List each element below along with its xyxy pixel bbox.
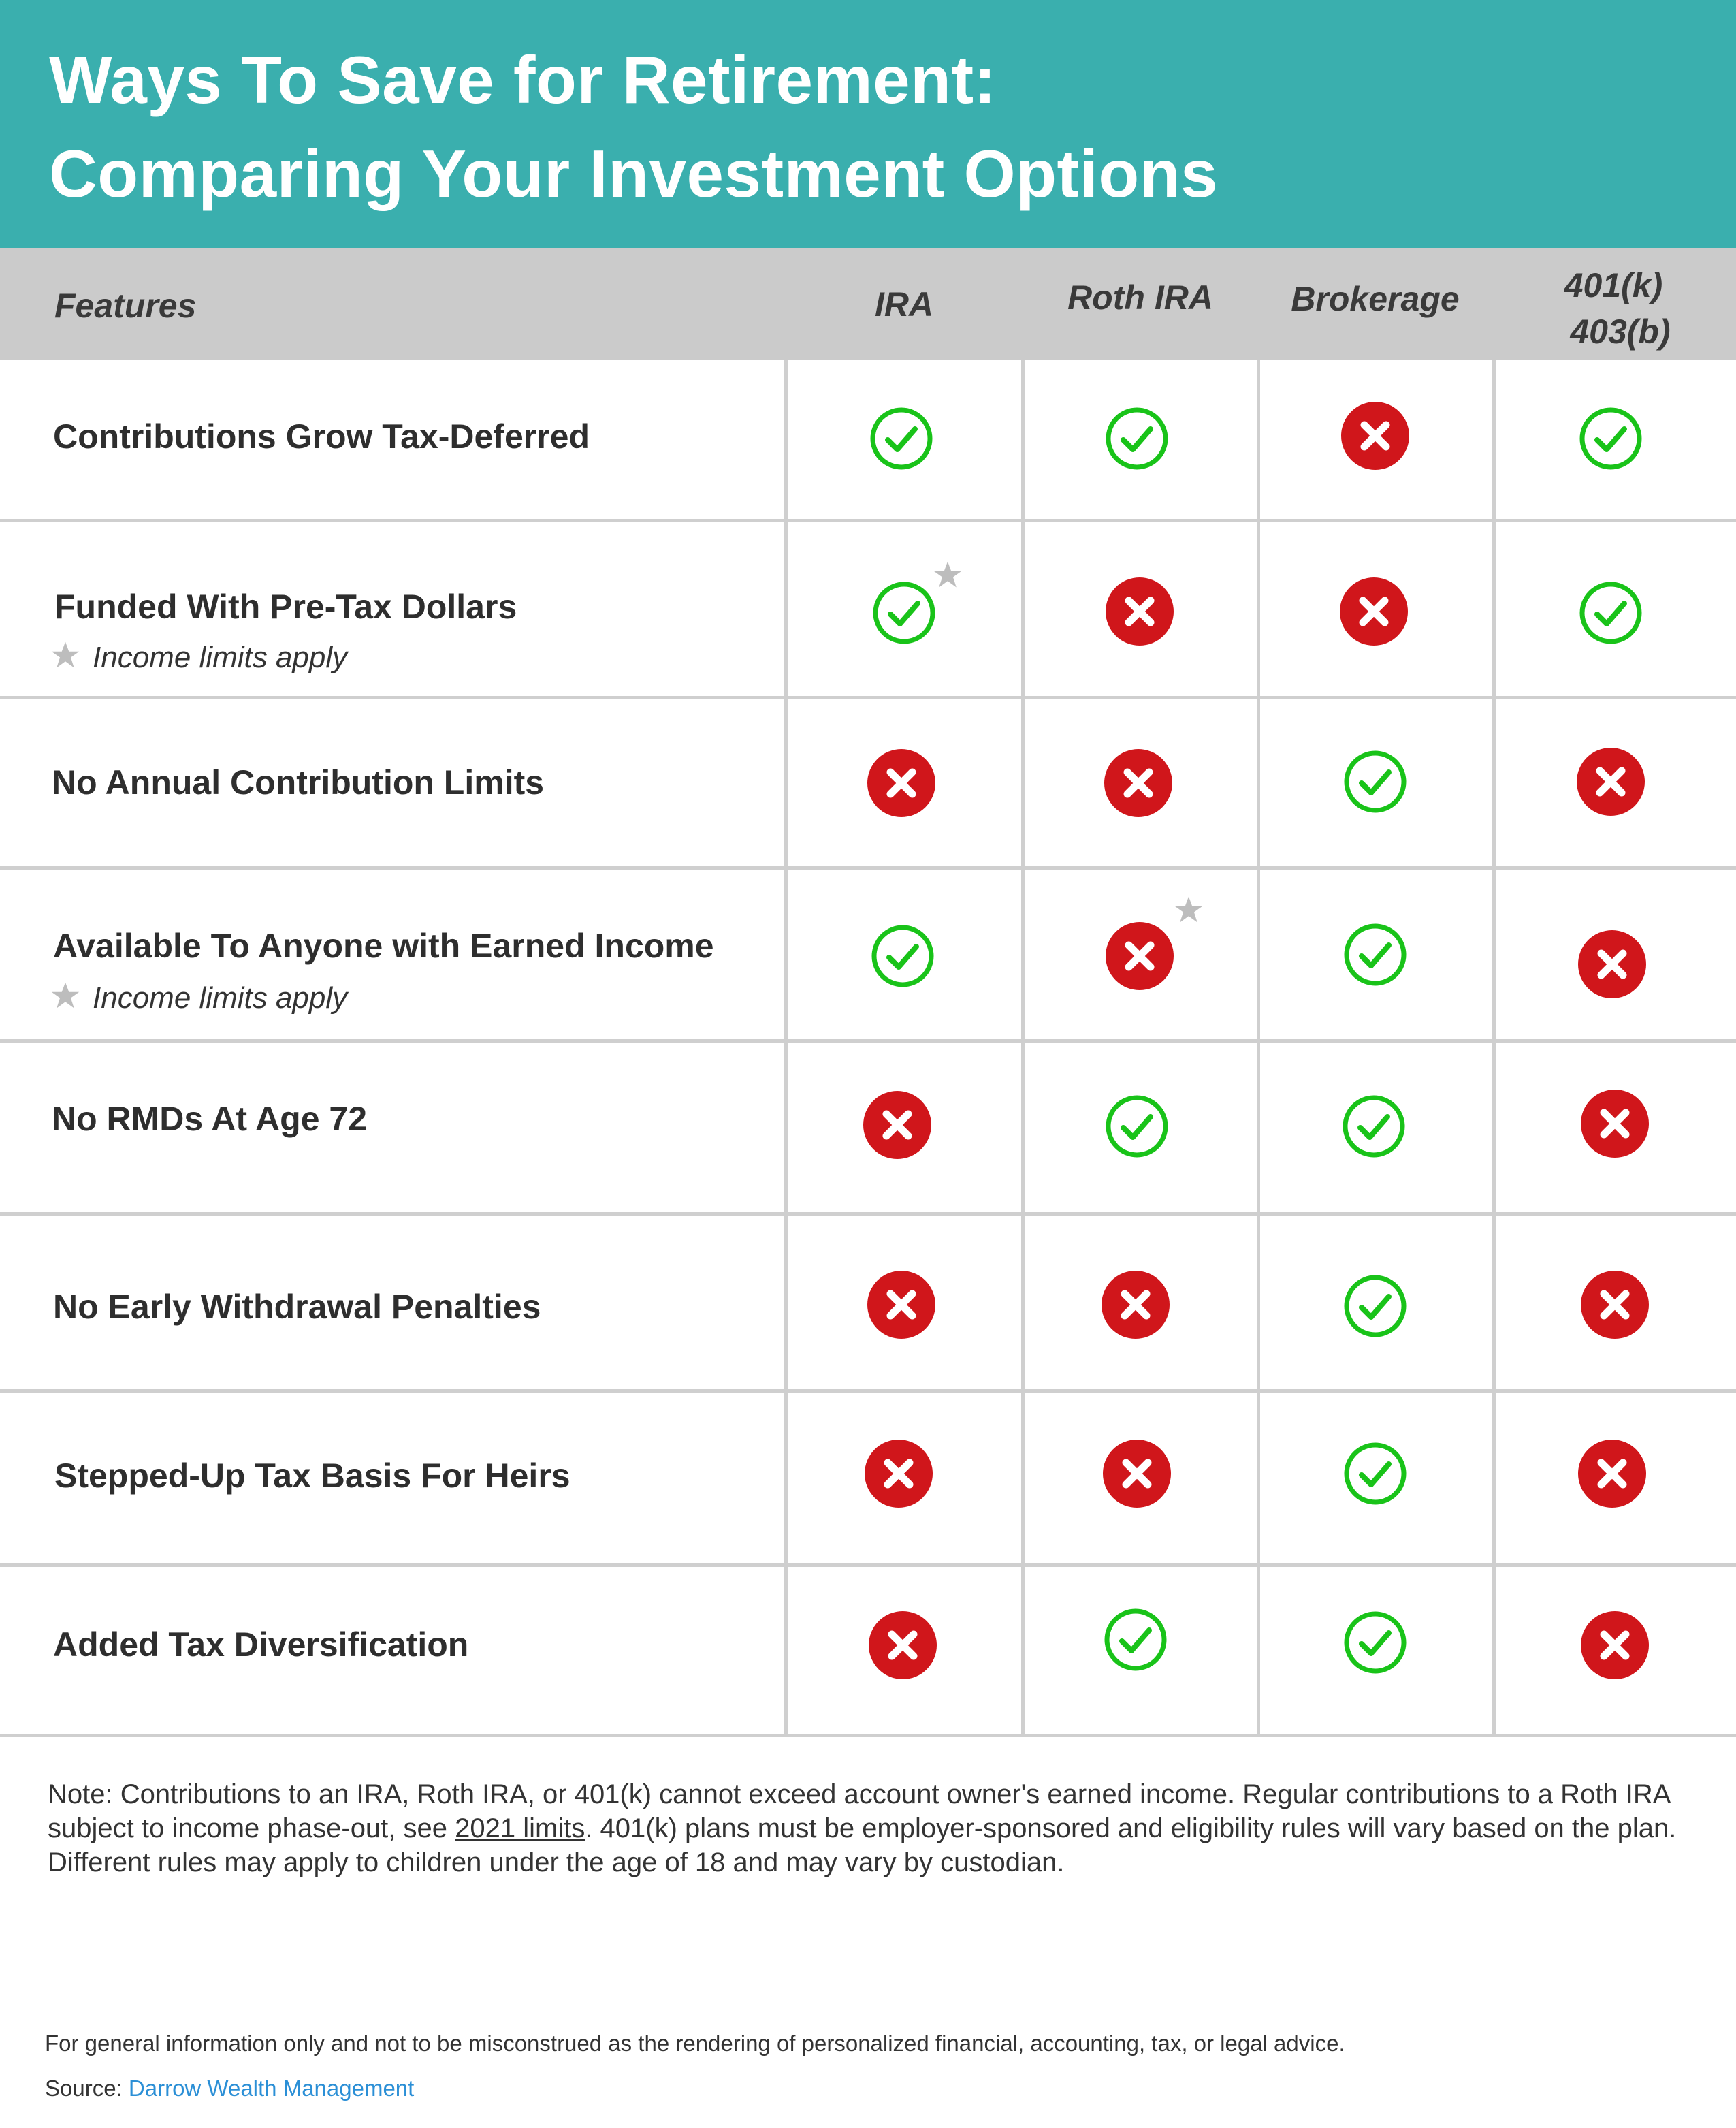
check-circle-icon <box>1341 1440 1409 1508</box>
column-header-roth-ira: Roth IRA <box>1067 279 1213 317</box>
x-circle-icon <box>867 1271 935 1339</box>
column-divider <box>784 360 788 1736</box>
column-divider <box>1257 360 1260 1736</box>
x-circle-icon <box>1341 402 1409 470</box>
table-header <box>0 248 1736 360</box>
footnote <box>48 1777 1695 1879</box>
feature-no-rmds-at-age-72: No RMDs At Age 72 <box>52 1100 368 1138</box>
row-divider <box>0 1734 1736 1737</box>
feature-funded-with-pre-tax-dollars: Funded With Pre-Tax Dollars <box>54 588 517 626</box>
x-circle-icon <box>865 1440 933 1508</box>
check-circle-icon <box>1341 1608 1409 1677</box>
check-circle-icon <box>1341 748 1409 816</box>
row-divider <box>0 1039 1736 1043</box>
source-line <box>45 2077 414 2099</box>
check-circle-icon <box>870 579 938 647</box>
column-divider <box>1021 360 1025 1736</box>
check-circle-icon <box>867 404 935 473</box>
x-circle-icon <box>1102 1271 1170 1339</box>
features-header: Features <box>54 287 197 325</box>
column-header-403b: 403(b) <box>1570 313 1671 351</box>
feature-available-to-anyone-with-earned-income: Available To Anyone with Earned Income <box>53 927 714 965</box>
title-line-2: Comparing Your Investment Options <box>49 136 1219 211</box>
2021-limits-link[interactable]: 2021 limits <box>455 1813 585 1843</box>
feature-no-early-withdrawal-penalties: No Early Withdrawal Penalties <box>53 1288 541 1326</box>
x-circle-icon <box>1577 748 1645 816</box>
check-circle-icon <box>1577 579 1645 647</box>
x-circle-icon <box>1106 922 1174 990</box>
x-circle-icon <box>1106 577 1174 646</box>
check-circle-icon <box>1341 1272 1409 1340</box>
source-label: Source: <box>45 2076 129 2101</box>
row-divider <box>0 519 1736 522</box>
footnote-text-2: . 401(k) plans must be employer-sponsored and eligibility rules will vary based on the plan. Different rules may apply to children under the age of 18 and may vary by custodian. <box>48 1813 1677 1877</box>
x-circle-icon <box>1578 930 1646 998</box>
feature-added-tax-diversification: Added Tax Diversification <box>53 1625 469 1664</box>
star-icon <box>1174 895 1204 925</box>
feature-stepped-up-tax-basis-for-heirs: Stepped-Up Tax Basis For Heirs <box>54 1457 570 1495</box>
x-circle-icon <box>1104 749 1172 817</box>
row-divider <box>0 1563 1736 1567</box>
x-circle-icon <box>867 749 935 817</box>
star-icon <box>50 981 80 1011</box>
feature-contributions-grow-tax-deferred: Contributions Grow Tax-Deferred <box>53 417 590 456</box>
row-divider <box>0 866 1736 870</box>
star-icon <box>933 560 963 590</box>
column-header-brokerage: Brokerage <box>1291 280 1460 318</box>
title-line-1: Ways To Save for Retirement: <box>49 42 997 117</box>
column-header-ira: IRA <box>874 285 934 323</box>
source-link[interactable]: Darrow Wealth Management <box>128 2076 415 2101</box>
x-circle-icon <box>863 1091 931 1159</box>
feature-no-annual-contribution-limits: No Annual Contribution Limits <box>52 763 545 801</box>
check-circle-icon <box>1102 1606 1170 1674</box>
x-circle-icon <box>1581 1611 1649 1679</box>
income-limits-note: Income limits apply <box>93 641 348 674</box>
check-circle-icon <box>1340 1092 1408 1160</box>
row-divider <box>0 1389 1736 1393</box>
check-circle-icon <box>1341 921 1409 989</box>
x-circle-icon <box>1578 1440 1646 1508</box>
disclaimer: For general information only and not to be misconstrued as the rendering of personalized financial, accounting, tax, or legal advice. <box>45 2031 1345 2056</box>
x-circle-icon <box>1340 577 1408 646</box>
check-circle-icon <box>1103 404 1171 473</box>
check-circle-icon <box>869 922 937 990</box>
x-circle-icon <box>869 1611 937 1679</box>
column-header-401k: 401(k) <box>1564 266 1663 304</box>
income-limits-note: Income limits apply <box>93 981 348 1015</box>
x-circle-icon <box>1103 1440 1171 1508</box>
x-circle-icon <box>1581 1090 1649 1158</box>
x-circle-icon <box>1581 1271 1649 1339</box>
column-divider <box>1492 360 1496 1736</box>
check-circle-icon <box>1577 404 1645 473</box>
row-divider <box>0 696 1736 699</box>
row-divider <box>0 1212 1736 1216</box>
comparison-table <box>0 360 1736 1736</box>
star-icon <box>50 640 80 670</box>
title-banner <box>0 0 1736 248</box>
check-circle-icon <box>1103 1092 1171 1160</box>
footnote-text-1: Note: Contributions to an IRA, Roth IRA, or 401(k) cannot exceed account owner's earned income. Regular contributions to a Roth IRA subject to income phase-out, see <box>48 1779 1670 1843</box>
